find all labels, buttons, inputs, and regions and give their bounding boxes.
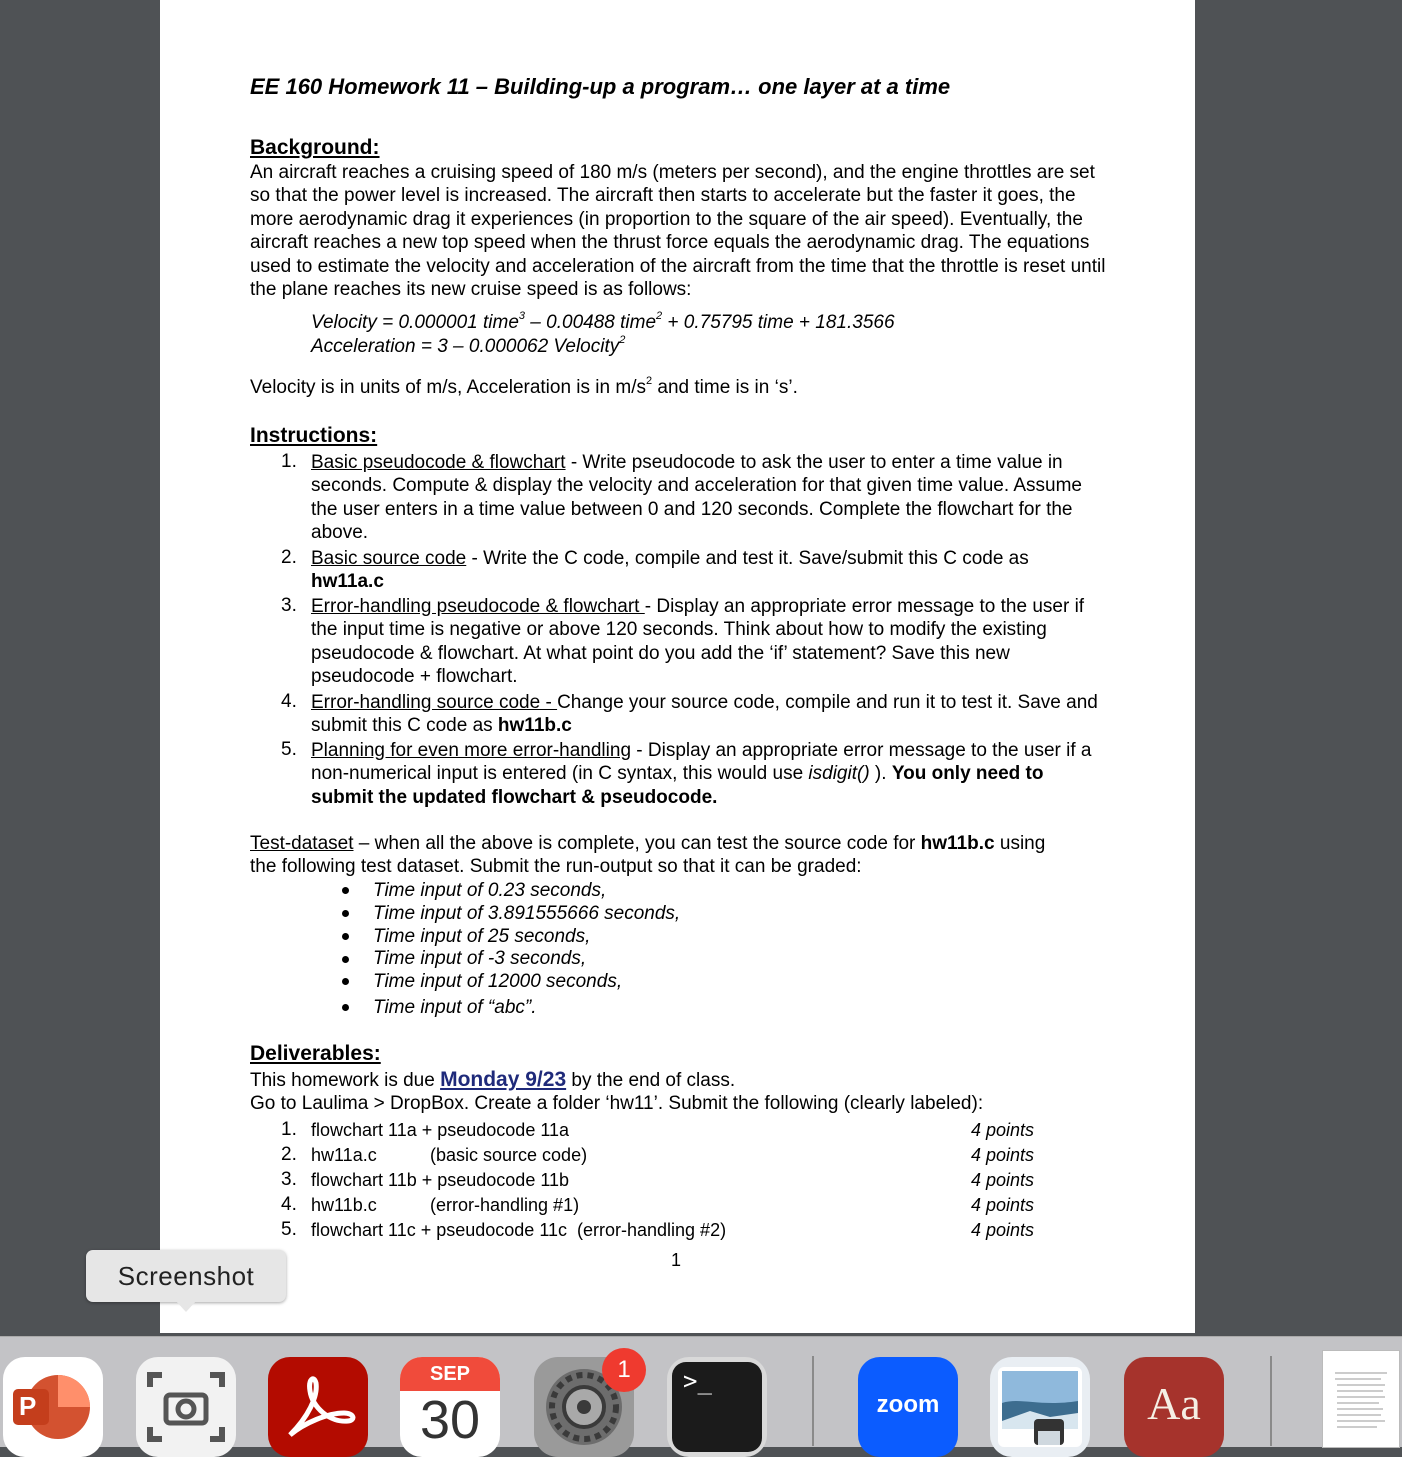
velocity-eq-exponent1: 3 xyxy=(518,310,526,322)
test-input-item: Time input of 0.23 seconds, xyxy=(373,880,607,901)
deliverable-name: flowchart 11b + pseudocode 11b xyxy=(311,1170,570,1190)
instruction-title: Basic source code xyxy=(311,548,467,569)
instruction-note: You only need to submit the updated flowchart & pseudocode. xyxy=(311,763,1044,808)
bullet-icon xyxy=(342,910,349,917)
due-date-line xyxy=(250,1068,735,1092)
instruction-text: - Write pseudocode to ask the user to enter a time value in seconds. Compute & display the velocity and acceleration for that given time value. Assume the user enters in a time value between 0 and 120 seconds. Complete the flowchart for the above. xyxy=(311,452,1082,544)
units-line xyxy=(250,377,798,399)
instruction-number: 5. xyxy=(281,739,297,760)
deliverable-description: (error-handling #1) xyxy=(430,1195,580,1215)
due-date-link[interactable]: Monday 9/23 xyxy=(440,1068,567,1091)
bullet-icon xyxy=(342,1004,349,1011)
test-input-item: Time input of -3 seconds, xyxy=(373,948,587,969)
deliverable-number: 5. xyxy=(281,1219,297,1240)
dock-separator xyxy=(1270,1356,1272,1446)
deliverable-name: flowchart 11a + pseudocode 11a xyxy=(311,1120,570,1140)
deliverable-points: 4 points xyxy=(971,1195,1035,1215)
zoom-label: zoom xyxy=(876,1391,940,1418)
deliverable-points: 4 points xyxy=(971,1220,1035,1240)
deliverable-name: flowchart 11c + pseudocode 11c (error-handling #2) xyxy=(311,1220,727,1240)
bullet-icon xyxy=(342,887,349,894)
deliverable-number: 1. xyxy=(281,1119,297,1140)
units-text-b: and time is in ‘s’. xyxy=(652,377,798,398)
dock-separator xyxy=(812,1356,814,1446)
powerpoint-letter: P xyxy=(19,1391,37,1421)
velocity-eq-part1: Velocity = 0.000001 time xyxy=(311,312,519,333)
velocity-eq-part2: – 0.00488 time xyxy=(525,312,657,333)
deliverable-description: (basic source code) xyxy=(430,1145,588,1165)
screenshot-tooltip: Screenshot xyxy=(86,1250,286,1302)
document-thumbnail[interactable] xyxy=(1322,1350,1400,1448)
velocity-eq-part3: + 0.75795 time + 181.3566 xyxy=(662,312,895,333)
instruction-text: - Display an appropriate error message to the user if a non-numerical input is entered (in C syntax, this would use xyxy=(311,740,1092,785)
deliverable-points: 4 points xyxy=(971,1120,1035,1140)
screenshot-app-icon[interactable] xyxy=(136,1357,236,1457)
instruction-item xyxy=(311,547,1101,594)
instruction-number: 1. xyxy=(281,451,297,472)
test-input-item: Time input of 12000 seconds, xyxy=(373,971,623,992)
instruction-filename: hw11b.c xyxy=(497,715,572,737)
background-heading: Background: xyxy=(250,136,380,159)
deliverable-points: 4 points xyxy=(971,1145,1035,1165)
instruction-title: Error-handling pseudocode & flowchart xyxy=(311,596,645,617)
instructions-heading: Instructions: xyxy=(250,424,378,447)
test-dataset-text-a: – when all the above is complete, you can test the source code for xyxy=(353,833,921,854)
acrobat-logo-icon xyxy=(268,1357,368,1457)
instruction-title: Basic pseudocode & flowchart xyxy=(311,452,566,473)
test-input-item: Time input of 25 seconds, xyxy=(373,926,591,947)
test-input-item: Time input of 3.891555666 seconds, xyxy=(373,903,681,924)
instruction-title: Planning for even more error-handling xyxy=(311,740,632,761)
bullet-icon xyxy=(342,978,349,985)
instruction-text: - Display an appropriate error message to the user if the input time is negative or above 120 seconds. Think about how to modify the existing pseudocode & flowchart. At what point do you add the ‘if’ statement? Save this new pseudocode + flowchart. xyxy=(311,596,1085,688)
instruction-item xyxy=(311,739,1101,809)
instruction-item xyxy=(311,595,1101,689)
acceleration-eq-text: Acceleration = 3 – 0.000062 Velocity xyxy=(311,336,620,357)
test-dataset-label: Test-dataset xyxy=(250,833,354,854)
deliverable-name: hw11a.c xyxy=(311,1145,377,1165)
due-text-a: This homework is due xyxy=(250,1070,441,1091)
preview-app-icon[interactable] xyxy=(990,1357,1090,1457)
terminal-app-icon[interactable] xyxy=(667,1357,767,1457)
notification-badge: 1 xyxy=(602,1348,646,1392)
bullet-icon xyxy=(342,956,349,963)
test-dataset-line xyxy=(250,833,1045,855)
instruction-number: 3. xyxy=(281,595,297,616)
instruction-text-2: ). xyxy=(869,763,892,785)
test-dataset-filename: hw11b.c xyxy=(920,833,995,854)
deliverable-number: 3. xyxy=(281,1169,297,1190)
acceleration-equation xyxy=(311,336,625,358)
document-thumbnail-icon xyxy=(1323,1351,1399,1447)
document-title: EE 160 Homework 11 – Building-up a program… one layer at a time xyxy=(250,74,951,99)
calendar-month: SEP xyxy=(429,1363,471,1385)
terminal-prompt-icon: >_ xyxy=(683,1367,712,1395)
background-paragraph: An aircraft reaches a cruising speed of 180 m/s (meters per second), and the engine throttles are set so that the power level is increased. The aircraft then starts to accelerate but the faster it goes, the more aerodynamic drag it experiences (in proportion to the square of the air speed). Eventually, the aircraft reaches a new top speed when the thrust force equals the aerodynamic drag. The equations used to estimate the velocity and acceleration of the aircraft from the time that the throttle is reset until the plane reaches its new cruise speed is as follows: xyxy=(250,162,1106,301)
velocity-eq-exponent2: 2 xyxy=(656,310,663,322)
page-number: 1 xyxy=(671,1250,682,1270)
calendar-app-icon[interactable] xyxy=(400,1357,500,1457)
preview-photo-icon xyxy=(990,1357,1090,1457)
instruction-number: 4. xyxy=(281,691,297,712)
instruction-number: 2. xyxy=(281,547,297,568)
acrobat-app-icon[interactable] xyxy=(268,1357,368,1457)
dictionary-app-icon[interactable] xyxy=(1124,1357,1224,1457)
test-input-item: Time input of “abc”. xyxy=(373,997,537,1018)
deliverables-heading: Deliverables: xyxy=(250,1042,381,1065)
dictionary-label: Aa xyxy=(1147,1378,1201,1429)
powerpoint-logo-icon xyxy=(3,1357,103,1457)
velocity-equation xyxy=(311,312,895,334)
instruction-title: Error-handling source code - xyxy=(311,692,558,713)
tooltip-pointer xyxy=(175,1300,197,1312)
due-text-b: by the end of class. xyxy=(566,1070,736,1091)
instruction-function: isdigit() xyxy=(808,763,870,785)
instruction-item xyxy=(311,691,1101,738)
deliverable-name: hw11b.c xyxy=(311,1195,377,1215)
instruction-text: - Write the C code, compile and test it. Save/submit this C code as xyxy=(466,548,1029,569)
bullet-icon xyxy=(342,933,349,940)
powerpoint-app-icon[interactable] xyxy=(3,1357,103,1457)
instruction-filename: hw11a.c xyxy=(311,571,384,593)
units-text-a: Velocity is in units of m/s, Acceleration is in m/s xyxy=(250,377,646,398)
deliverable-number: 4. xyxy=(281,1194,297,1215)
test-dataset-text-b: using xyxy=(994,833,1046,854)
document-page xyxy=(160,0,1195,1333)
dropbox-instruction: Go to Laulima > DropBox. Create a folder ‘hw11’. Submit the following (clearly labeled): xyxy=(250,1093,984,1114)
test-dataset-line-2: the following test dataset. Submit the run-output so that it can be graded: xyxy=(250,856,862,877)
instruction-item xyxy=(311,451,1101,545)
calendar-day: 30 xyxy=(419,1390,481,1450)
acceleration-eq-exponent: 2 xyxy=(619,334,626,346)
camera-icon xyxy=(136,1357,236,1457)
deliverable-number: 2. xyxy=(281,1144,297,1165)
deliverable-points: 4 points xyxy=(971,1170,1035,1190)
zoom-app-icon[interactable] xyxy=(858,1357,958,1457)
units-exponent: 2 xyxy=(646,375,653,387)
instruction-text: Change your source code, compile and run it to test it. Save and submit this C code as xyxy=(311,692,1098,737)
